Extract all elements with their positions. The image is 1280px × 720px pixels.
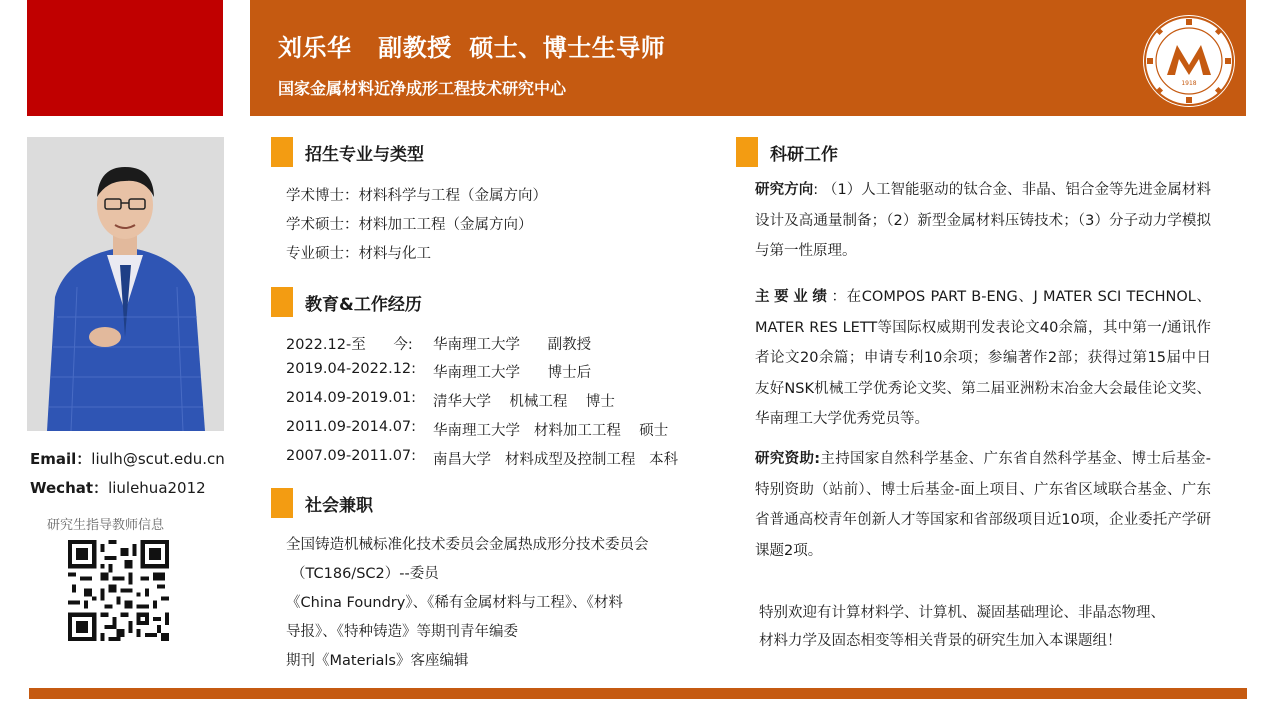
education-desc: 华南理工大学 副教授 (433, 337, 592, 353)
research-funding (755, 444, 1211, 566)
research-achievements-text: ：在COMPOS PART B-ENG、J MATER SCI TECHNOL、MATER RES LETT等国际权威期刊发表论文40余篇，其中第一/通讯作者论文20余篇；申请专利10余项；参编著作2部；获得过第15届中日友好NSK机械工学优秀论文奖、第二届亚洲粉末冶金大会最佳论文奖、华南理工大学优秀党员等。 (755, 289, 1212, 427)
education-desc: 清华大学 机械工程 博士 (433, 394, 615, 410)
bottom-bar (29, 688, 1247, 699)
research-funding-label: 研究资助: (755, 451, 821, 467)
qr-code-icon (68, 540, 169, 641)
education-date: 2019.04-2022.12: (286, 361, 417, 377)
research-funding-text: 主持国家自然科学基金、广东省自然科学基金、博士后基金-特别资助（站前）、博士后基金-面上项目、广东省区域联合基金、广东省普通高校青年创新人才等国家和省部级项目近10项，企业委托产学研课题2项。 (755, 451, 1211, 559)
social-line: 导报》、《特种铸造》等期刊青年编委 (286, 624, 518, 640)
research-direction-label: 研究方向 (755, 182, 814, 198)
admissions-item: 学术博士：材料科学与工程（金属方向） (286, 188, 547, 204)
research-section-header (736, 137, 838, 167)
social-title: 社会兼职 (305, 495, 373, 516)
education-desc: 南昌大学 材料成型及控制工程 本科 (433, 452, 679, 468)
email-value[interactable]: liulh@scut.edu.cn (91, 450, 225, 468)
education-date: 2014.09-2019.01: (286, 390, 417, 406)
admissions-item: 专业硕士：材料与化工 (286, 246, 431, 262)
education-desc: 华南理工大学 材料加工工程 硕士 (433, 423, 669, 439)
portrait-photo (27, 137, 224, 431)
section-marker (271, 488, 293, 518)
education-date: 2022.12-至 今: (286, 337, 413, 353)
section-marker (736, 137, 758, 167)
logo-year: 1918 (1181, 80, 1197, 87)
university-logo-icon (1143, 15, 1235, 107)
email-label: Email： (30, 450, 92, 468)
research-title: 科研工作 (770, 144, 838, 165)
page-subtitle: 国家金属材料近净成形工程技术研究中心 (278, 79, 567, 98)
research-direction (755, 175, 1211, 267)
wechat-label: Wechat： (30, 479, 109, 497)
wechat-value: liulehua2012 (108, 479, 206, 497)
email-line (30, 448, 225, 469)
page-title: 刘乐华 副教授 硕士、博士生导师 (278, 34, 666, 62)
admissions-title: 招生专业与类型 (305, 144, 424, 165)
qr-caption: 研究生指导教师信息 (47, 518, 165, 533)
education-date: 2011.09-2014.07: (286, 419, 417, 435)
education-date: 2007.09-2011.07: (286, 448, 417, 464)
section-marker (271, 137, 293, 167)
social-line: 期刊《Materials》客座编辑 (286, 653, 469, 669)
social-line: 全国铸造机械标准化技术委员会金属热成形分技术委员会 (286, 537, 649, 553)
social-section-header (271, 488, 373, 518)
header-red-block (27, 0, 223, 116)
section-marker (271, 287, 293, 317)
welcome-message (759, 599, 1219, 655)
wechat-line (30, 477, 206, 498)
social-line: 《China Foundry》、《稀有金属材料与工程》、《材料 (286, 595, 623, 611)
education-desc: 华南理工大学 博士后 (433, 365, 592, 381)
admissions-item: 学术硕士：材料加工工程（金属方向） (286, 217, 533, 233)
education-section-header (271, 287, 422, 317)
research-direction-text: : （1）人工智能驱动的钛合金、非晶、铝合金等先进金属材料设计及高通量制备；（2）新型金属材料压铸技术；（3）分子动力学模拟与第一性原理。 (755, 182, 1212, 259)
research-achievements (755, 282, 1211, 435)
welcome-line: 特别欢迎有计算材料学、计算机、凝固基础理论、非晶态物理、 (759, 605, 1165, 621)
admissions-section-header (271, 137, 424, 167)
research-achievements-label: 主要业绩 (755, 289, 832, 305)
welcome-line: 材料力学及固态相变等相关背景的研究生加入本课题组！ (759, 633, 1122, 649)
social-line: （TC186/SC2）--委员 (291, 566, 439, 582)
education-title: 教育&工作经历 (305, 294, 422, 315)
